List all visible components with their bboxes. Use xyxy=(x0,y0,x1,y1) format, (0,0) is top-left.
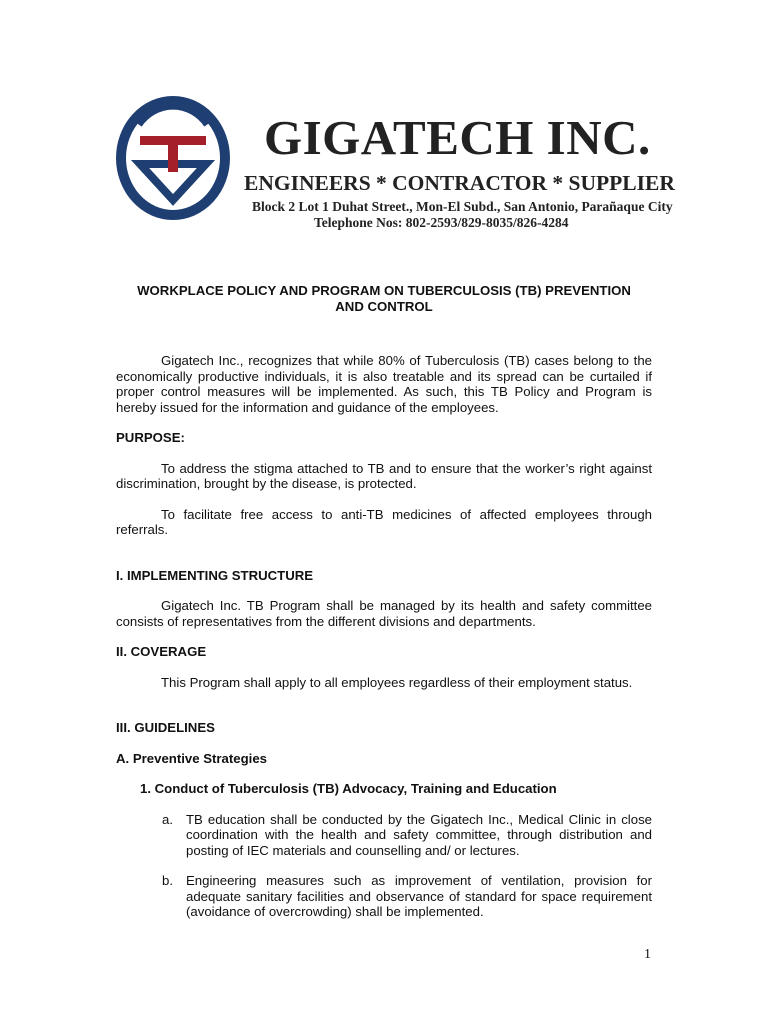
company-address: Block 2 Lot 1 Duhat Street., Mon-El Subd., San Antonio, Parañaque City xyxy=(252,199,673,214)
section-3-heading: III. GUIDELINES xyxy=(116,720,215,735)
company-tagline: ENGINEERS * CONTRACTOR * SUPPLIER xyxy=(244,171,675,195)
list-marker-b: b. xyxy=(162,873,173,888)
list-item-b xyxy=(116,873,652,920)
list-item-a-text: TB education shall be conducted by the Gigatech Inc., Medical Clinic in close coordination with the health and safety committee, through distribution and posting of IEC materials and counselling and/ or lectures. xyxy=(186,811,652,858)
list-item-b-text: Engineering measures such as improvement of ventilation, provision for adequate sanitary facilities and observance of standard for space requirement (avoidance of overcrowding) shall be implemented. xyxy=(186,873,652,919)
document-title-line-2: AND CONTROL xyxy=(335,299,433,314)
list-item-a xyxy=(116,812,652,859)
purpose-paragraph-2: To facilitate free access to anti-TB medicines of affected employees through referrals. xyxy=(116,506,652,537)
section-2-heading: II. COVERAGE xyxy=(116,644,207,659)
company-name: GIGATECH INC. xyxy=(264,110,651,165)
subsection-a-heading: A. Preventive Strategies xyxy=(116,750,267,766)
item-1-heading: 1. Conduct of Tuberculosis (TB) Advocacy, Training and Education xyxy=(140,781,557,796)
purpose-heading: PURPOSE: xyxy=(116,430,185,445)
document-body xyxy=(116,283,652,920)
intro-paragraph: Gigatech Inc., recognizes that while 80% of Tuberculosis (TB) cases belong to the economically productive individuals, it is also treatable and its spread can be curtailed if proper control measures will be implemented. As such, this TB Policy and Program is hereby issued for the information and guidance of the employees. xyxy=(116,353,652,415)
letterhead-text xyxy=(244,112,675,231)
document-title-line-1: WORKPLACE POLICY AND PROGRAM ON TUBERCULOSIS (TB) PREVENTION xyxy=(137,283,631,298)
list-marker-a: a. xyxy=(162,811,173,827)
section-1-paragraph: Gigatech Inc. TB Program shall be managed by its health and safety committee consists of representatives from the different divisions and departments. xyxy=(116,598,652,629)
section-1-heading: I. IMPLEMENTING STRUCTURE xyxy=(116,567,314,583)
purpose-paragraph-1: To address the stigma attached to TB and to ensure that the worker’s right against discrimination, brought by the disease, is protected. xyxy=(116,460,652,491)
company-telephone: Telephone Nos: 802-2593/829-8035/826-4284 xyxy=(314,215,569,230)
section-2-paragraph: This Program shall apply to all employees regardless of their employment status. xyxy=(161,674,633,690)
company-logo-icon xyxy=(116,96,230,220)
page-number: 1 xyxy=(644,947,651,962)
